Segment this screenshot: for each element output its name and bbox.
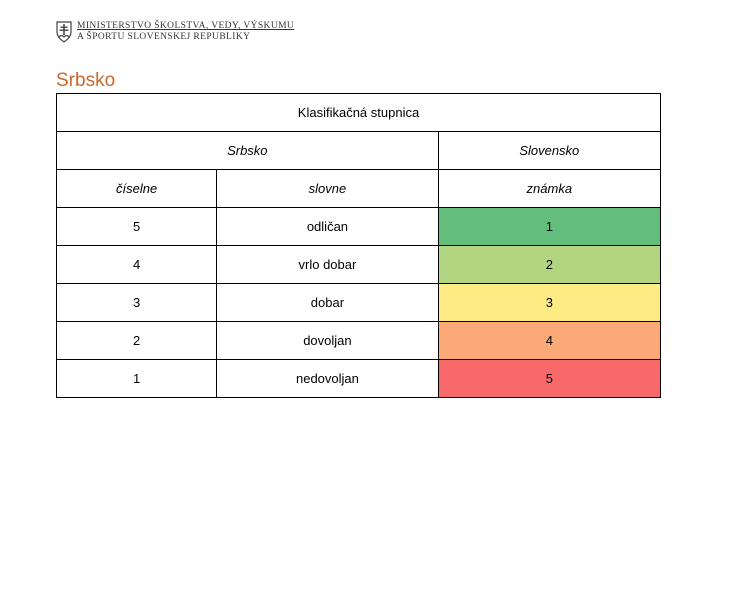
col-header-numeric: číselne — [57, 170, 217, 208]
col-header-grade: známka — [438, 170, 660, 208]
cell-grade: 2 — [438, 246, 660, 284]
slovak-coat-of-arms-icon — [56, 21, 72, 43]
cell-grade: 3 — [438, 284, 660, 322]
cell-numeric: 2 — [57, 322, 217, 360]
cell-verbal: dobar — [217, 284, 438, 322]
cell-grade: 5 — [438, 360, 660, 398]
cell-verbal: vrlo dobar — [217, 246, 438, 284]
cell-grade: 1 — [438, 208, 660, 246]
col-header-verbal: slovne — [217, 170, 438, 208]
table-title: Klasifikačná stupnica — [57, 94, 661, 132]
table-row — [57, 284, 661, 322]
table-row — [57, 322, 661, 360]
cell-verbal: nedovoljan — [217, 360, 438, 398]
table-row — [57, 360, 661, 398]
ministry-name-line1: MINISTERSTVO ŠKOLSTVA, VEDY, VÝSKUMU — [77, 21, 295, 31]
cell-numeric: 3 — [57, 284, 217, 322]
cell-verbal: dovoljan — [217, 322, 438, 360]
section-title: Srbsko — [56, 70, 116, 91]
table-row — [57, 208, 661, 246]
table-column-header-row — [57, 170, 661, 208]
table-group-header-row — [57, 132, 661, 170]
group-header-serbia: Srbsko — [57, 132, 439, 170]
cell-verbal: odličan — [217, 208, 438, 246]
ministry-name-line2: A ŠPORTU SLOVENSKEJ REPUBLIKY — [77, 32, 251, 42]
cell-numeric: 1 — [57, 360, 217, 398]
cell-numeric: 4 — [57, 246, 217, 284]
cell-numeric: 5 — [57, 208, 217, 246]
ministry-name — [77, 21, 294, 43]
table-row — [57, 246, 661, 284]
table-title-row — [57, 94, 661, 132]
ministry-header — [56, 21, 294, 43]
cell-grade: 4 — [438, 322, 660, 360]
group-header-slovakia: Slovensko — [438, 132, 660, 170]
grading-scale-table — [56, 93, 661, 398]
